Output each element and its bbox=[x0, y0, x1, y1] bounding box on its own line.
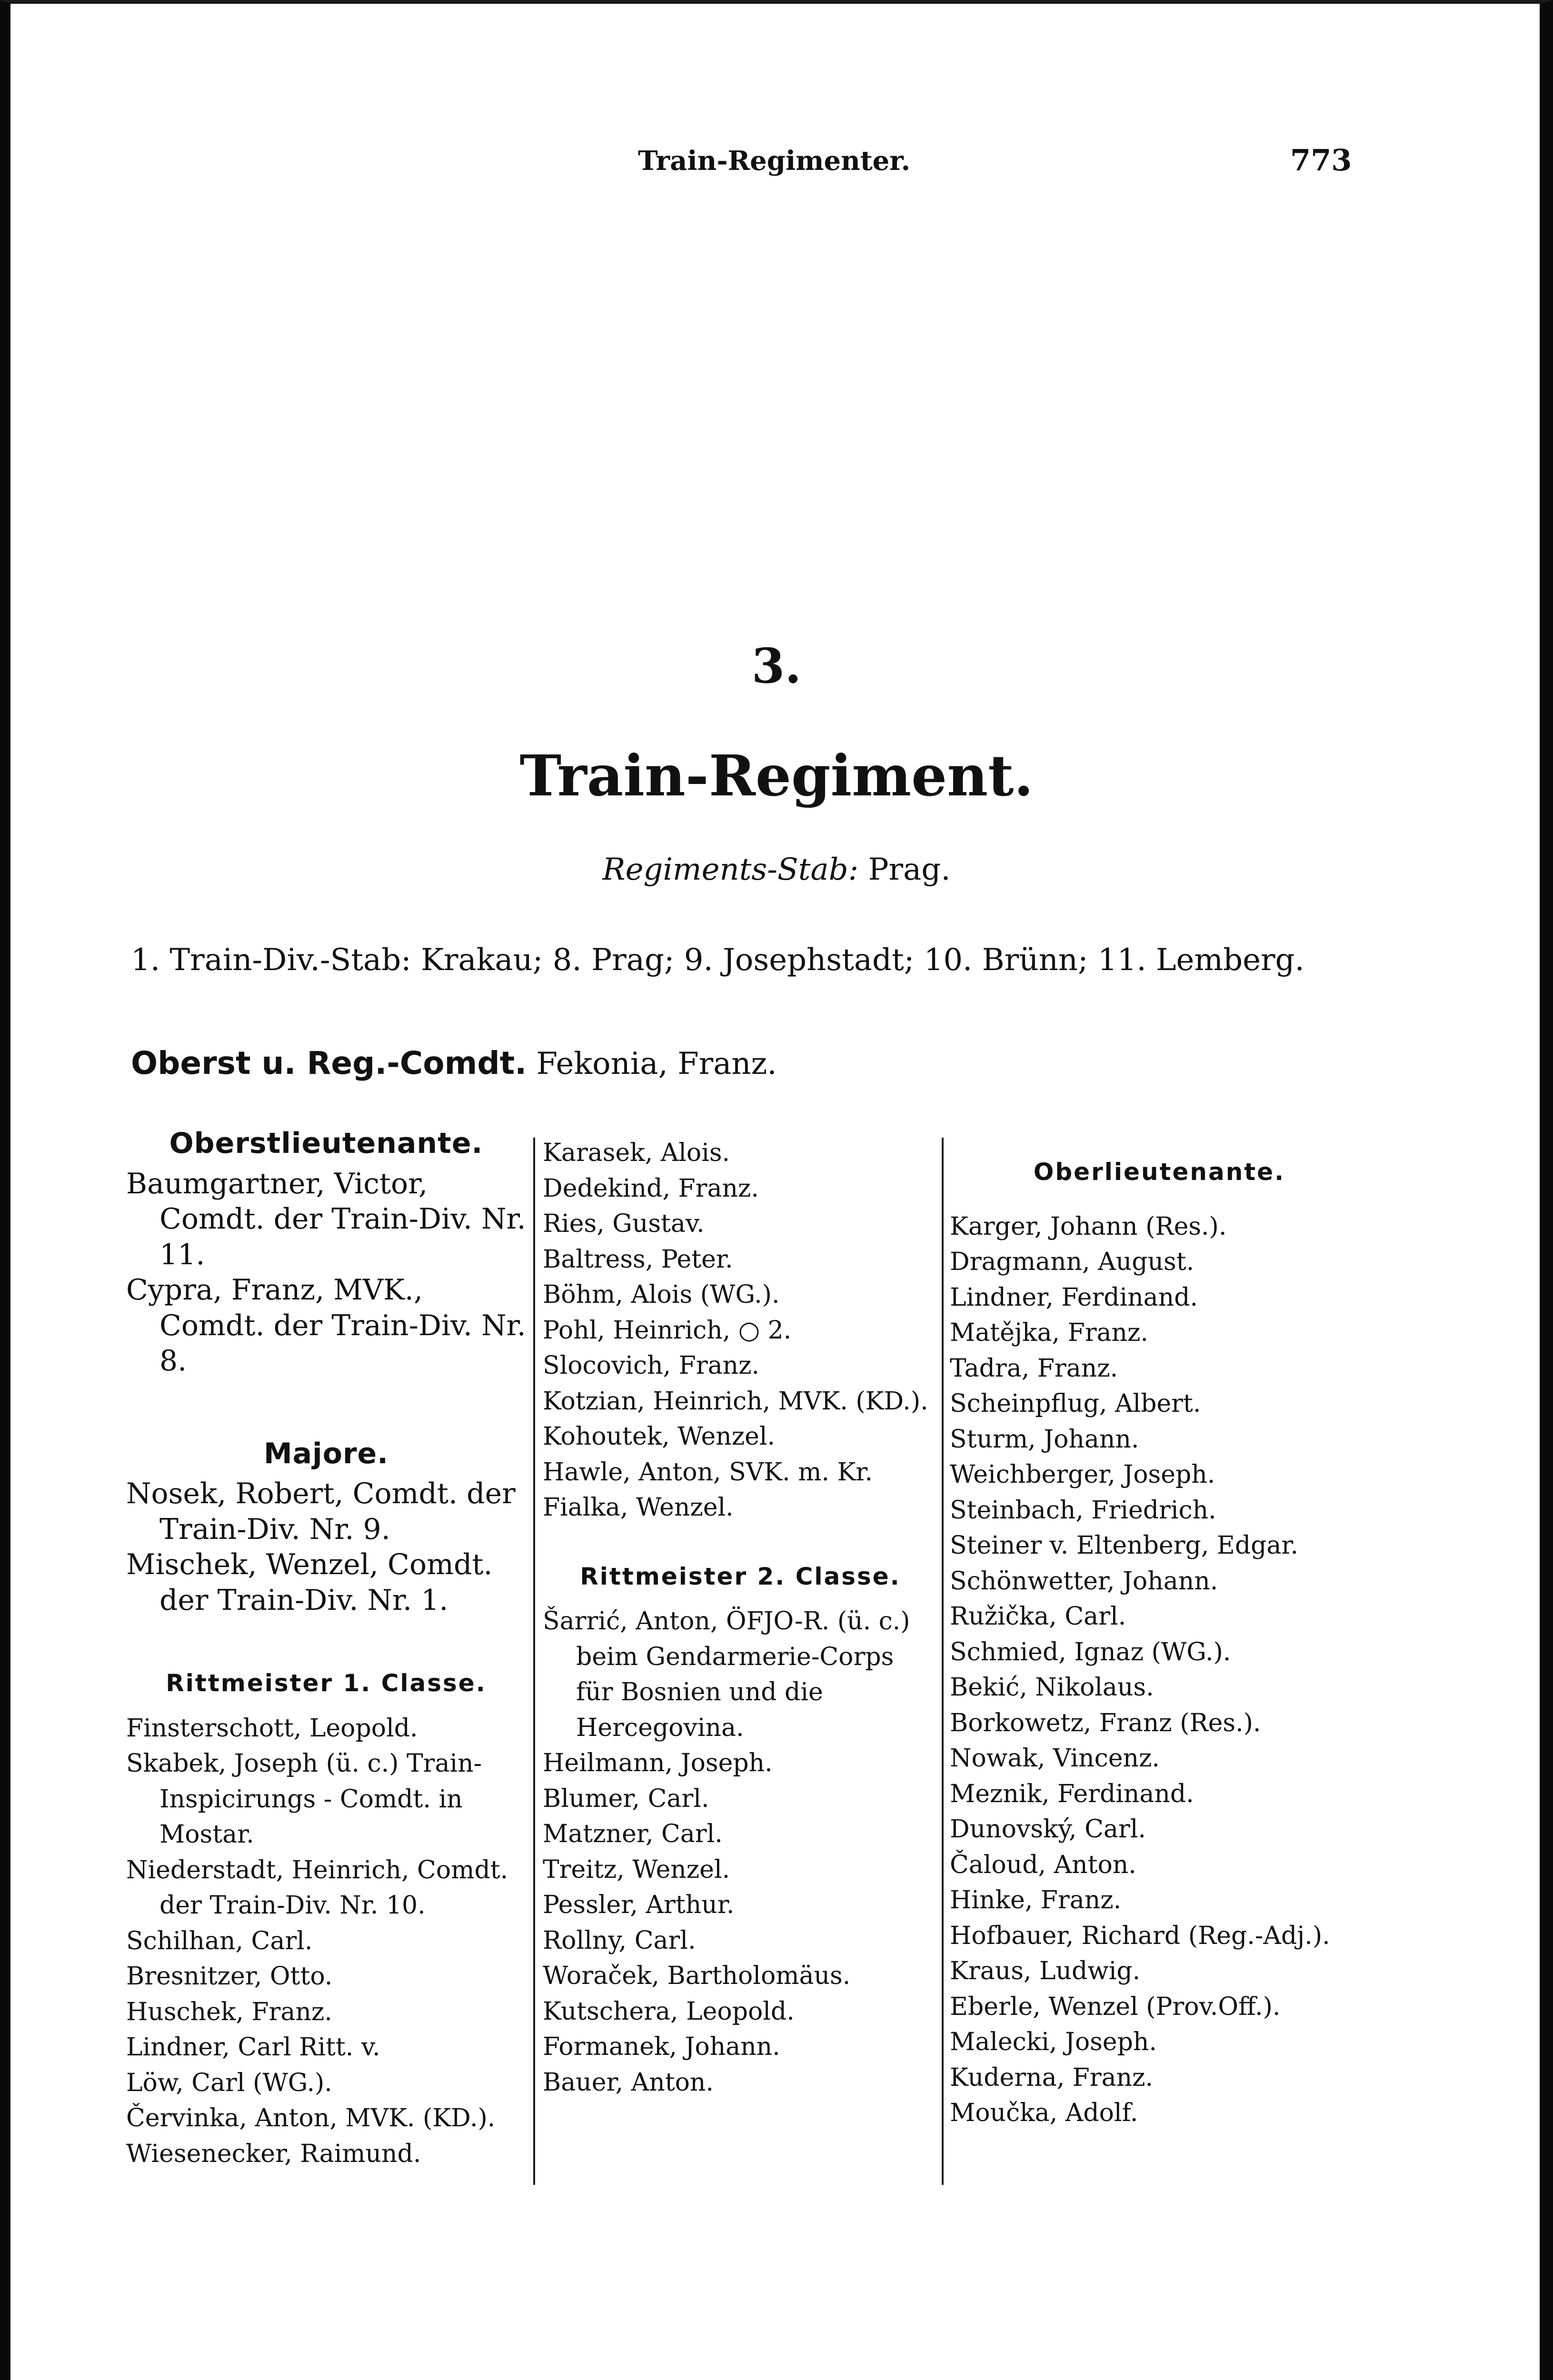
heading-majore: Majore. bbox=[263, 1437, 389, 1470]
list-item: Schmied, Ignaz (WG.). bbox=[950, 1637, 1231, 1666]
list-item: Mischek, Wenzel, Comdt. der Train-Div. Nr. 1. bbox=[126, 1548, 493, 1617]
list-item: Blumer, Carl. bbox=[543, 1784, 709, 1813]
list-item: Wiesenecker, Raimund. bbox=[126, 2139, 421, 2168]
list-item: Tadra, Franz. bbox=[950, 1354, 1118, 1383]
heading-oberstlieutenante: Oberstlieutenante. bbox=[169, 1127, 483, 1160]
list-item: Lindner, Carl Ritt. v. bbox=[126, 2033, 380, 2062]
list-item: Weichberger, Joseph. bbox=[950, 1460, 1215, 1489]
list-item: Kohoutek, Wenzel. bbox=[543, 1422, 776, 1451]
list-item: Baumgartner, Victor, Comdt. der Train-Div. Nr. 11. bbox=[126, 1167, 526, 1271]
column-rule-left bbox=[533, 1138, 535, 2185]
section-number: 3. bbox=[751, 638, 802, 694]
list-item: Karasek, Alois. bbox=[543, 1139, 730, 1167]
running-head: Train-Regimenter. bbox=[638, 145, 911, 177]
list-item: Treitz, Wenzel. bbox=[543, 1855, 730, 1884]
list-item: Dunovský, Carl. bbox=[950, 1815, 1146, 1844]
list-item: Schilhan, Carl. bbox=[126, 1926, 313, 1955]
list-item: Matzner, Carl. bbox=[543, 1820, 723, 1848]
divisions-line: 1. Train-Div.-Stab: Krakau; 8. Prag; 9. Josephstadt; 10. Brünn; 11. Lemberg. bbox=[131, 942, 1304, 978]
list-item: Schönwetter, Johann. bbox=[950, 1567, 1218, 1596]
list-item: Fialka, Wenzel. bbox=[543, 1493, 734, 1522]
list-item: Karger, Johann (Res.). bbox=[950, 1212, 1227, 1241]
stab-place: Prag. bbox=[868, 852, 951, 887]
list-item: Ries, Gustav. bbox=[543, 1210, 705, 1238]
heading-rittmeister-1: Rittmeister 1. Classe. bbox=[166, 1669, 487, 1697]
oberst-title: Oberst u. Reg.-Comdt. bbox=[131, 1045, 527, 1081]
list-item: Rollny, Carl. bbox=[543, 1926, 696, 1955]
list-item: Woraček, Bartholomäus. bbox=[543, 1962, 851, 1990]
list-item: Dragmann, August. bbox=[950, 1248, 1195, 1276]
list-item: Hofbauer, Richard (Reg.-Adj.). bbox=[950, 1921, 1330, 1950]
list-item: Löw, Carl (WG.). bbox=[126, 2068, 332, 2097]
list-item: Pessler, Arthur. bbox=[543, 1891, 735, 1919]
column-1 bbox=[126, 1126, 526, 2172]
list-item: Bresnitzer, Otto. bbox=[126, 1962, 333, 1991]
column-2 bbox=[543, 1135, 938, 2100]
list-item: Huschek, Franz. bbox=[126, 1997, 332, 2026]
list-item: Kraus, Ludwig. bbox=[950, 1957, 1141, 1985]
list-item: Hawle, Anton, SVK. m. Kr. bbox=[543, 1458, 873, 1487]
list-item: Steiner v. Eltenberg, Edgar. bbox=[950, 1531, 1299, 1560]
heading-rittmeister-2: Rittmeister 2. Classe. bbox=[580, 1562, 901, 1590]
page-number: 773 bbox=[1290, 143, 1352, 178]
list-item: Čaloud, Anton. bbox=[950, 1850, 1136, 1879]
list-item: Steinbach, Friedrich. bbox=[950, 1496, 1216, 1525]
regiments-stab-line bbox=[0, 852, 1553, 887]
list-item: Ružička, Carl. bbox=[950, 1602, 1126, 1631]
list-item: Skabek, Joseph (ü. c.) Train-Inspicirungs - Comdt. in Mostar. bbox=[126, 1749, 482, 1849]
list-item: Moučka, Adolf. bbox=[950, 2099, 1138, 2127]
section-title: Train-Regiment. bbox=[519, 743, 1034, 809]
list-item: Lindner, Ferdinand. bbox=[950, 1283, 1198, 1312]
list-item: Baltress, Peter. bbox=[543, 1245, 733, 1274]
oberst-name: Fekonia, Franz. bbox=[536, 1046, 777, 1081]
list-item: Böhm, Alois (WG.). bbox=[543, 1280, 780, 1309]
list-item: Matějka, Franz. bbox=[950, 1319, 1148, 1347]
list-item: Hinke, Franz. bbox=[950, 1886, 1122, 1914]
list-item: Kotzian, Heinrich, MVK. (KD.). bbox=[543, 1387, 928, 1416]
stab-label: Regiments-Stab: bbox=[602, 852, 859, 887]
list-item: Cypra, Franz, MVK., Comdt. der Train-Div. Nr. 8. bbox=[126, 1273, 526, 1378]
list-item: Sturm, Johann. bbox=[950, 1425, 1139, 1454]
list-item: Formanek, Johann. bbox=[543, 2033, 780, 2061]
list-item: Malecki, Joseph. bbox=[950, 2028, 1157, 2056]
list-item: Bauer, Anton. bbox=[543, 2068, 714, 2097]
list-item: Šarrić, Anton, ÖFJO-R. (ü. c.) beim Gendarmerie-Corps für Bosnien und die Hercegovina. bbox=[543, 1607, 910, 1742]
column-3 bbox=[950, 1154, 1369, 2131]
list-item: Pohl, Heinrich, ○ 2. bbox=[543, 1316, 792, 1345]
column-rule-right bbox=[942, 1138, 944, 2185]
list-item: Nowak, Vincenz. bbox=[950, 1744, 1160, 1773]
heading-oberlieutenante: Oberlieutenante. bbox=[1033, 1158, 1285, 1186]
list-item: Scheinpflug, Albert. bbox=[950, 1389, 1201, 1418]
list-item: Bekić, Nikolaus. bbox=[950, 1673, 1154, 1702]
list-item: Nosek, Robert, Comdt. der Train-Div. Nr. 9. bbox=[126, 1477, 516, 1546]
list-item: Borkowetz, Franz (Res.). bbox=[950, 1708, 1261, 1737]
list-item: Eberle, Wenzel (Prov.Off.). bbox=[950, 1992, 1281, 2021]
list-item: Slocovich, Franz. bbox=[543, 1351, 760, 1380]
list-item: Meznik, Ferdinand. bbox=[950, 1779, 1194, 1808]
list-item: Červinka, Anton, MVK. (KD.). bbox=[126, 2104, 496, 2132]
oberst-line bbox=[131, 1045, 777, 1081]
list-item: Dedekind, Franz. bbox=[543, 1174, 759, 1203]
list-item: Kutschera, Leopold. bbox=[543, 1997, 795, 2026]
list-item: Niederstadt, Heinrich, Comdt. der Train-Div. Nr. 10. bbox=[126, 1855, 508, 1920]
list-item: Heilmann, Joseph. bbox=[543, 1749, 773, 1777]
list-item: Finsterschott, Leopold. bbox=[126, 1714, 418, 1743]
list-item: Kuderna, Franz. bbox=[950, 2063, 1154, 2092]
